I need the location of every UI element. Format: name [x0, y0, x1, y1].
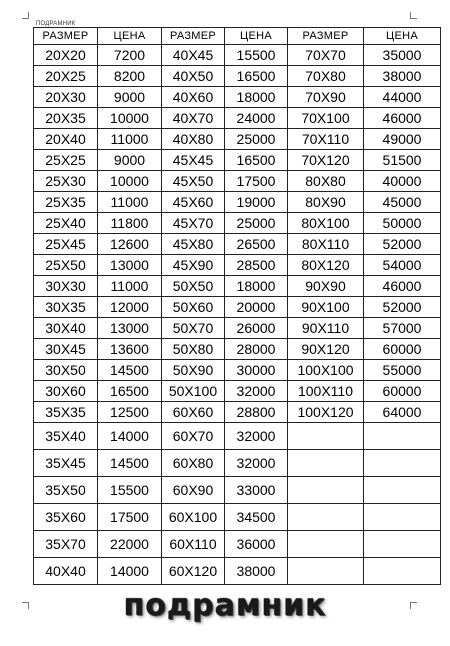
price-cell: 20000 [225, 297, 288, 318]
price-cell: 16500 [225, 66, 288, 87]
price-cell: 34500 [225, 504, 288, 531]
size-cell: 40Х80 [162, 129, 225, 150]
size-cell: 35Х50 [34, 477, 98, 504]
price-cell: 52000 [364, 297, 441, 318]
price-cell: 14500 [98, 450, 162, 477]
size-cell: 50Х70 [162, 318, 225, 339]
size-cell: 35Х40 [34, 423, 98, 450]
column-header-price: ЦЕНА [364, 28, 441, 45]
price-cell: 15500 [98, 477, 162, 504]
price-cell: 17500 [98, 504, 162, 531]
table-header-row [34, 28, 441, 45]
size-cell: 45Х60 [162, 192, 225, 213]
size-cell: 25Х45 [34, 234, 98, 255]
price-cell: 11800 [98, 213, 162, 234]
size-cell: 45Х90 [162, 255, 225, 276]
size-cell: 60Х120 [162, 558, 225, 585]
price-cell: 14000 [98, 423, 162, 450]
price-cell: 25000 [225, 129, 288, 150]
size-cell: 35Х70 [34, 531, 98, 558]
size-cell: 60Х90 [162, 477, 225, 504]
size-cell: 20Х35 [34, 108, 98, 129]
table-row [34, 66, 441, 87]
table-row [34, 360, 441, 381]
size-cell: 50Х90 [162, 360, 225, 381]
size-cell: 80Х100 [288, 213, 364, 234]
price-cell: 18000 [225, 276, 288, 297]
price-cell: 12600 [98, 234, 162, 255]
size-cell: 100Х110 [288, 381, 364, 402]
size-cell: 30Х60 [34, 381, 98, 402]
size-cell [288, 423, 364, 450]
size-cell: 20Х20 [34, 45, 98, 66]
price-cell: 22000 [98, 531, 162, 558]
size-cell: 40Х40 [34, 558, 98, 585]
size-cell: 70Х70 [288, 45, 364, 66]
price-cell: 14500 [98, 360, 162, 381]
price-cell: 10000 [98, 108, 162, 129]
price-cell: 54000 [364, 255, 441, 276]
size-cell: 80Х120 [288, 255, 364, 276]
size-cell: 25Х25 [34, 150, 98, 171]
price-cell: 28800 [225, 402, 288, 423]
price-cell [364, 450, 441, 477]
price-cell: 9000 [98, 87, 162, 108]
size-cell: 40Х45 [162, 45, 225, 66]
size-cell: 30Х30 [34, 276, 98, 297]
table-row [34, 234, 441, 255]
price-cell: 8200 [98, 66, 162, 87]
price-cell: 26000 [225, 318, 288, 339]
price-cell: 17500 [225, 171, 288, 192]
size-cell: 45Х50 [162, 171, 225, 192]
size-cell: 70Х110 [288, 129, 364, 150]
price-cell [364, 531, 441, 558]
size-cell: 45Х70 [162, 213, 225, 234]
size-cell [288, 531, 364, 558]
table-row [34, 318, 441, 339]
size-cell: 70Х120 [288, 150, 364, 171]
table-row [34, 531, 441, 558]
size-cell: 100Х100 [288, 360, 364, 381]
price-cell: 24000 [225, 108, 288, 129]
size-cell: 25Х35 [34, 192, 98, 213]
price-cell: 49000 [364, 129, 441, 150]
price-cell: 28500 [225, 255, 288, 276]
price-cell: 13600 [98, 339, 162, 360]
price-cell: 26500 [225, 234, 288, 255]
size-cell: 50Х100 [162, 381, 225, 402]
table-row [34, 504, 441, 531]
size-cell: 90Х110 [288, 318, 364, 339]
table-row [34, 477, 441, 504]
size-cell: 70Х80 [288, 66, 364, 87]
table-row [34, 381, 441, 402]
table-row [34, 87, 441, 108]
size-cell: 60Х100 [162, 504, 225, 531]
price-cell: 55000 [364, 360, 441, 381]
table-row [34, 297, 441, 318]
table-body [34, 45, 441, 585]
size-cell: 35Х35 [34, 402, 98, 423]
size-cell: 45Х80 [162, 234, 225, 255]
size-cell: 40Х70 [162, 108, 225, 129]
size-cell: 25Х30 [34, 171, 98, 192]
price-cell: 14000 [98, 558, 162, 585]
size-cell: 90Х90 [288, 276, 364, 297]
size-cell: 60Х110 [162, 531, 225, 558]
size-cell [288, 504, 364, 531]
price-cell: 13000 [98, 318, 162, 339]
price-cell [364, 504, 441, 531]
price-cell: 50000 [364, 213, 441, 234]
table-row [34, 402, 441, 423]
table-row [34, 45, 441, 66]
price-cell: 38000 [364, 66, 441, 87]
column-header-size: РАЗМЕР [162, 28, 225, 45]
price-cell: 35000 [364, 45, 441, 66]
price-cell: 32000 [225, 450, 288, 477]
price-cell: 13000 [98, 255, 162, 276]
price-cell: 32000 [225, 381, 288, 402]
size-cell: 70Х100 [288, 108, 364, 129]
price-cell: 11000 [98, 129, 162, 150]
footer-title: подрамник [123, 588, 327, 623]
price-cell: 38000 [225, 558, 288, 585]
table-row [34, 255, 441, 276]
price-cell: 7200 [98, 45, 162, 66]
size-cell: 45Х45 [162, 150, 225, 171]
price-cell: 40000 [364, 171, 441, 192]
price-cell: 45000 [364, 192, 441, 213]
price-cell: 12500 [98, 402, 162, 423]
table-row [34, 129, 441, 150]
price-cell: 25000 [225, 213, 288, 234]
table-row [34, 276, 441, 297]
size-cell: 80Х80 [288, 171, 364, 192]
table-row [34, 150, 441, 171]
price-cell: 60000 [364, 339, 441, 360]
size-cell: 20Х30 [34, 87, 98, 108]
price-cell: 44000 [364, 87, 441, 108]
size-cell: 30Х35 [34, 297, 98, 318]
table-row [34, 450, 441, 477]
table-row [34, 171, 441, 192]
price-cell: 36000 [225, 531, 288, 558]
price-cell: 9000 [98, 150, 162, 171]
price-cell: 32000 [225, 423, 288, 450]
price-cell: 16500 [98, 381, 162, 402]
price-cell: 57000 [364, 318, 441, 339]
size-cell: 80Х110 [288, 234, 364, 255]
size-cell: 60Х60 [162, 402, 225, 423]
page-corner-mark [410, 12, 417, 19]
size-cell [288, 558, 364, 585]
column-header-size: РАЗМЕР [34, 28, 98, 45]
table-row [34, 192, 441, 213]
size-cell: 60Х80 [162, 450, 225, 477]
size-cell: 25Х40 [34, 213, 98, 234]
size-cell: 80Х90 [288, 192, 364, 213]
price-cell: 33000 [225, 477, 288, 504]
price-cell: 30000 [225, 360, 288, 381]
size-cell: 20Х40 [34, 129, 98, 150]
price-cell: 19000 [225, 192, 288, 213]
column-header-price: ЦЕНА [225, 28, 288, 45]
size-cell: 40Х60 [162, 87, 225, 108]
size-cell: 35Х60 [34, 504, 98, 531]
price-table [33, 27, 441, 585]
table-row [34, 558, 441, 585]
column-header-price: ЦЕНА [98, 28, 162, 45]
table-row [34, 108, 441, 129]
price-cell: 60000 [364, 381, 441, 402]
size-cell: 50Х60 [162, 297, 225, 318]
price-cell: 64000 [364, 402, 441, 423]
size-cell: 25Х50 [34, 255, 98, 276]
size-cell: 70Х90 [288, 87, 364, 108]
price-cell: 46000 [364, 108, 441, 129]
size-cell [288, 477, 364, 504]
price-cell [364, 423, 441, 450]
table-row [34, 339, 441, 360]
page-corner-mark [22, 12, 29, 19]
price-cell: 10000 [98, 171, 162, 192]
size-cell: 30Х45 [34, 339, 98, 360]
price-cell: 46000 [364, 276, 441, 297]
price-cell: 28000 [225, 339, 288, 360]
price-cell [364, 477, 441, 504]
size-cell: 35Х45 [34, 450, 98, 477]
price-cell: 52000 [364, 234, 441, 255]
size-cell: 100Х120 [288, 402, 364, 423]
table-row [34, 423, 441, 450]
table-row [34, 213, 441, 234]
size-cell: 50Х50 [162, 276, 225, 297]
price-cell: 11000 [98, 192, 162, 213]
price-cell: 51500 [364, 150, 441, 171]
price-cell [364, 558, 441, 585]
size-cell: 90Х100 [288, 297, 364, 318]
size-cell: 60Х70 [162, 423, 225, 450]
price-cell: 11000 [98, 276, 162, 297]
price-cell: 12000 [98, 297, 162, 318]
size-cell [288, 450, 364, 477]
size-cell: 30Х40 [34, 318, 98, 339]
size-cell: 50Х80 [162, 339, 225, 360]
size-cell: 30Х50 [34, 360, 98, 381]
price-cell: 18000 [225, 87, 288, 108]
size-cell: 40Х50 [162, 66, 225, 87]
price-cell: 15500 [225, 45, 288, 66]
size-cell: 90Х120 [288, 339, 364, 360]
column-header-size: РАЗМЕР [288, 28, 364, 45]
document-header-label: ПОДРАМНИК [36, 21, 76, 27]
price-cell: 16500 [225, 150, 288, 171]
size-cell: 20Х25 [34, 66, 98, 87]
